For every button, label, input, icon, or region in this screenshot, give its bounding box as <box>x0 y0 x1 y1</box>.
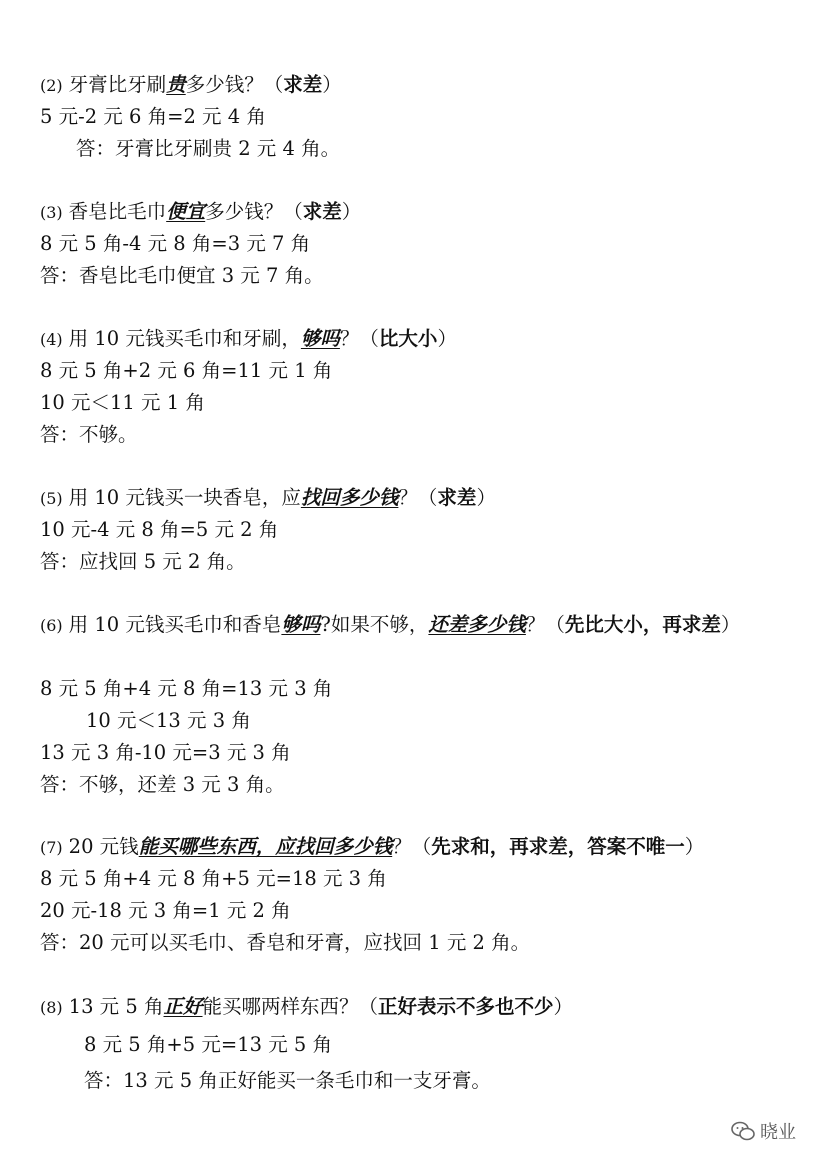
question-3: (3) 香皂比毛巾便宜多少钱？（求差） <box>40 200 362 223</box>
calc-line: 8 元 5 角+5 元=13 元 5 角 <box>84 1033 333 1056</box>
calc-line: 5 元-2 元 6 角=2 元 4 角 <box>40 105 266 128</box>
answer-line: 答：20 元可以买毛巾、香皂和牙膏，应找回 1 元 2 角。 <box>40 931 531 954</box>
compare-line: 10 元＜13 元 3 角 <box>86 709 251 732</box>
calc-line: 10 元-4 元 8 角=5 元 2 角 <box>40 518 279 541</box>
calc-line: 8 元 5 角+4 元 8 角+5 元=18 元 3 角 <box>40 867 387 890</box>
watermark <box>730 1118 796 1144</box>
calc-line: 13 元 3 角-10 元=3 元 3 角 <box>40 741 291 764</box>
answer-line: 答：香皂比毛巾便宜 3 元 7 角。 <box>40 264 324 287</box>
question-5: (5) 用 10 元钱买一块香皂，应找回多少钱？（求差） <box>40 486 496 509</box>
calc-line: 8 元 5 角+4 元 8 角=13 元 3 角 <box>40 677 333 700</box>
question-7: (7) 20 元钱能买哪些东西，应找回多少钱？（先求和，再求差，答案不唯一） <box>40 835 705 858</box>
compare-line: 10 元＜11 元 1 角 <box>40 391 205 414</box>
calc-line: 8 元 5 角-4 元 8 角=3 元 7 角 <box>40 232 311 255</box>
answer-line: 答：牙膏比牙刷贵 2 元 4 角。 <box>76 137 341 160</box>
answer-line: 答：不够，还差 3 元 3 角。 <box>40 773 285 796</box>
calc-line: 8 元 5 角+2 元 6 角=11 元 1 角 <box>40 359 333 382</box>
answer-line: 答：应找回 5 元 2 角。 <box>40 550 246 573</box>
answer-line: 答：不够。 <box>40 423 138 446</box>
question-6: (6) 用 10 元钱买毛巾和香皂够吗?如果不够，还差多少钱？（先比大小，再求差） <box>40 613 741 636</box>
answer-line: 答：13 元 5 角正好能买一条毛巾和一支牙膏。 <box>84 1069 491 1092</box>
question-2: (2) 牙膏比牙刷贵多少钱？（求差） <box>40 73 342 96</box>
question-4: (4) 用 10 元钱买毛巾和牙刷，够吗？（比大小） <box>40 327 457 350</box>
wechat-icon <box>730 1120 756 1142</box>
watermark-text: 晓业 <box>760 1122 796 1143</box>
calc-line: 20 元-18 元 3 角=1 元 2 角 <box>40 899 291 922</box>
question-8: (8) 13 元 5 角正好能买哪两样东西？（正好表示不多也不少） <box>40 995 574 1018</box>
